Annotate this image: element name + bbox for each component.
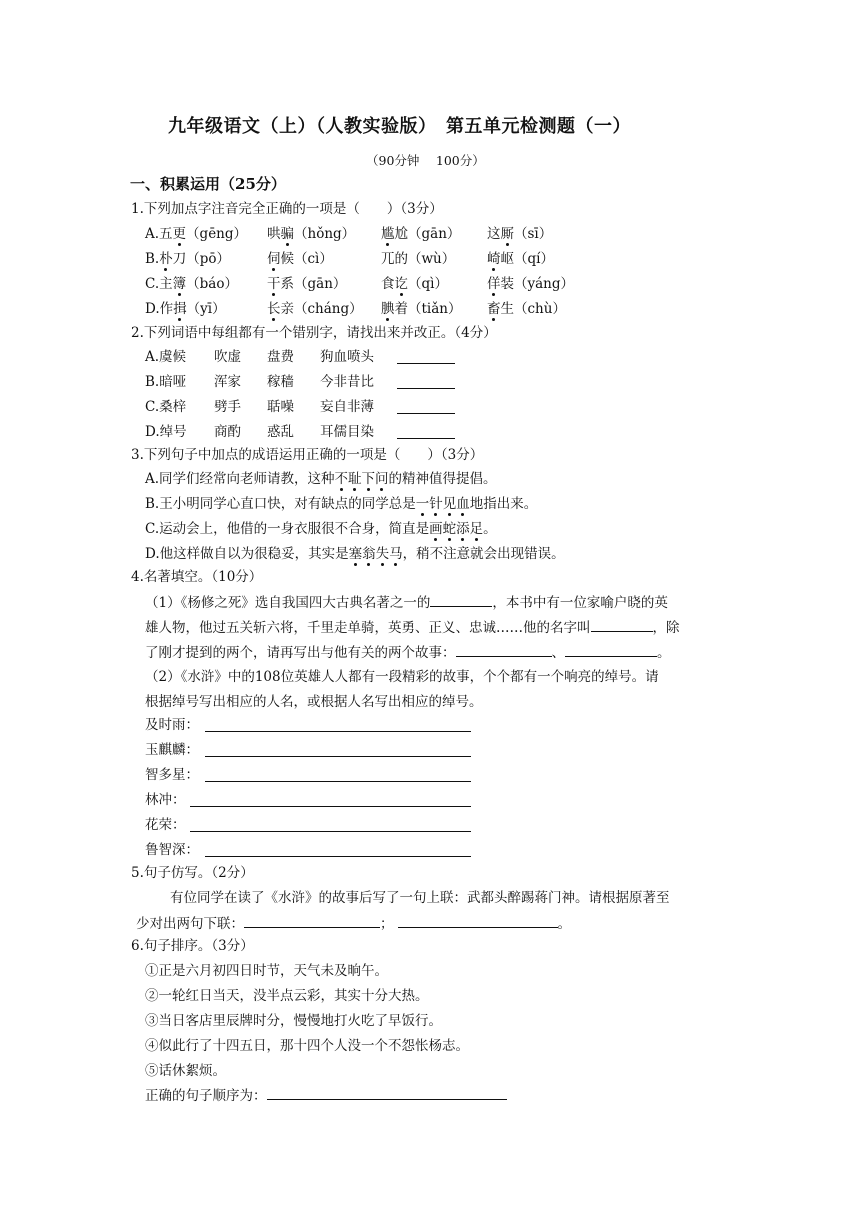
sentence-item: ③当日客店里辰牌时分，慢慢地打火吃了早饭行。 — [145, 1013, 442, 1029]
option-text: 岖（qí） — [500, 251, 554, 267]
pinyin-option — [145, 299, 226, 319]
name-label: 鲁智深： — [145, 842, 199, 858]
word-item: 吹虚 — [214, 349, 241, 365]
word-item: 商酌 — [214, 424, 241, 440]
page-title: 九年级语文（上）（人教实验版） 第五单元检测题（一） — [168, 116, 631, 137]
question-4-part1-line3 — [145, 642, 671, 663]
q5-text: 。 — [557, 916, 571, 932]
pinyin-option — [145, 224, 247, 244]
pinyin-option — [267, 274, 346, 294]
question-5-line1: 有位同学在读了《水浒》的故事后写了一句上联：武都头醉踢蒋门神。请根据原著至 — [170, 890, 670, 906]
question-3-stem: 3.下列句子中加点的成语运用正确的一项是（ ）（3分） — [131, 447, 484, 463]
word-item: 浑家 — [214, 374, 241, 390]
dotted-character: 腆 — [381, 301, 395, 317]
pinyin-option — [145, 274, 238, 294]
question-1-stem: 1.下列加点字注音完全正确的一项是（ ）（3分） — [131, 201, 443, 217]
word-item: 狗血喷头 — [320, 349, 374, 365]
answer-blank[interactable] — [565, 642, 657, 657]
sentence-item: ②一轮红日当天，没半点云彩，其实十分大热。 — [145, 988, 429, 1004]
answer-blank[interactable] — [397, 349, 455, 364]
dotted-character: 骗 — [280, 226, 294, 242]
option-text: 食 — [381, 276, 395, 292]
option-text: C.主 — [145, 276, 173, 292]
q4-text: 雄人物，他过五关斩六将，千里走单骑，英勇、正义、忠诚……他的名字叫 — [145, 620, 591, 636]
section-heading: 一、积累运用（25分） — [130, 175, 286, 193]
option-text: C.运动会上，他借的一身衣服很不合身，简直是 — [145, 521, 430, 537]
dotted-character: 讫 — [394, 276, 408, 292]
q4-text: ，本书中有一位家喻户晓的英 — [492, 595, 668, 611]
option-text: B. — [145, 251, 160, 267]
option-text: 刀（pō） — [172, 251, 230, 267]
option-text: （yī） — [186, 301, 226, 317]
option-text: 。 — [483, 521, 497, 537]
dotted-character: 厮 — [500, 226, 514, 242]
dotted-character: 更 — [172, 226, 187, 242]
answer-blank[interactable] — [430, 592, 492, 607]
dotted-character: 朴 — [159, 251, 173, 267]
word-item: D.绰号 — [145, 424, 187, 440]
answer-blank[interactable] — [398, 913, 558, 928]
question-4-part2-line2: 根据绰号写出相应的人名，或根据人名写出相应的绰号。 — [145, 694, 483, 710]
answer-blank[interactable] — [205, 717, 471, 732]
word-item: 惑乱 — [267, 424, 294, 440]
answer-blank[interactable] — [397, 424, 455, 439]
pinyin-option — [267, 249, 333, 269]
option-text: 亲（cháng） — [280, 301, 363, 317]
question-4-stem: 4.名著填空。（10分） — [131, 569, 263, 585]
answer-blank[interactable] — [591, 617, 653, 632]
option-text: D.作 — [145, 301, 174, 317]
word-item: 聒噪 — [267, 399, 294, 415]
dotted-character: 干 — [267, 276, 281, 292]
name-label: 玉麒麟： — [145, 742, 199, 758]
question-5-line2 — [136, 913, 571, 934]
idiom-option — [145, 544, 565, 564]
dotted-character: 佯 — [487, 276, 501, 292]
answer-blank[interactable] — [190, 817, 471, 832]
option-text: （hǒng） — [294, 226, 356, 242]
dotted-character: 揖 — [173, 301, 187, 317]
option-text: （báo） — [186, 276, 238, 292]
word-item: B.暗哑 — [145, 374, 187, 390]
answer-label: 正确的句子顺序为： — [145, 1088, 267, 1104]
question-4-part2-line1: （2）《水浒》中的108位英雄人人都有一段精彩的故事，个个都有一个响亮的绰号。请 — [145, 669, 659, 685]
question-6-stem: 6.句子排序。（3分） — [131, 938, 254, 954]
name-label: 及时雨： — [145, 717, 199, 733]
pinyin-option — [487, 299, 566, 319]
pinyin-option — [267, 224, 355, 244]
question-4-part1-line2 — [145, 617, 680, 638]
option-text: 着（tiǎn） — [394, 301, 462, 317]
word-item: 妄自非薄 — [320, 399, 374, 415]
name-label: 林冲： — [145, 792, 186, 808]
answer-blank[interactable] — [205, 767, 471, 782]
dotted-character: 簿 — [172, 276, 187, 292]
option-text: 这 — [487, 226, 501, 242]
answer-blank[interactable] — [190, 792, 471, 807]
option-text: 的精神值得提倡。 — [388, 471, 497, 487]
pinyin-option — [487, 249, 554, 269]
option-text: 哄 — [267, 226, 281, 242]
option-text: （qì） — [408, 276, 448, 292]
q4-text: 了刚才提到的两个，请再写出与他有关的两个故事： — [145, 645, 456, 661]
dotted-character: 尴 — [381, 226, 395, 242]
answer-blank[interactable] — [205, 742, 471, 757]
question-4-part1-line1 — [145, 592, 668, 613]
option-text: 系（gān） — [280, 276, 347, 292]
option-text: B.王小明同学心直口快，对有缺点的同学总是 — [145, 496, 416, 512]
option-text: 尬（gān） — [394, 226, 461, 242]
option-text: （gēng） — [186, 226, 248, 242]
option-text: 兀的（wù） — [381, 251, 456, 267]
pinyin-option — [381, 249, 455, 269]
q4-text: 、 — [551, 645, 565, 661]
dotted-character: 伺 — [267, 251, 281, 267]
option-text: ，稍不注意就会出现错误。 — [402, 546, 565, 562]
answer-blank[interactable] — [397, 399, 455, 414]
question-6-answer-line — [145, 1085, 507, 1106]
pinyin-option — [267, 299, 363, 319]
option-text: 装（yáng） — [500, 276, 575, 292]
answer-blank[interactable] — [456, 642, 552, 657]
option-text: 生（chù） — [500, 301, 566, 317]
q4-text: （1）《杨修之死》选自我国四大古典名著之一的 — [145, 595, 431, 611]
answer-blank[interactable] — [397, 374, 455, 389]
page-subtitle: （90分钟 100分） — [366, 153, 485, 168]
word-item: 今非昔比 — [320, 374, 374, 390]
name-label: 花荣： — [145, 817, 186, 833]
question-2-stem: 2.下列词语中每组都有一个错别字，请找出来并改正。（4分） — [131, 325, 497, 341]
q5-text: 少对出两句下联： — [136, 916, 244, 932]
word-item: C.桑梓 — [145, 399, 187, 415]
pinyin-option — [381, 299, 462, 319]
option-text: D.他这样做自以为很稳妥，其实是 — [145, 546, 349, 562]
question-5-stem: 5.句子仿写。（2分） — [131, 865, 254, 881]
q4-text: ，除 — [652, 620, 680, 636]
answer-blank[interactable] — [244, 913, 380, 928]
pinyin-option — [487, 274, 574, 294]
idiom-option — [145, 494, 537, 514]
pinyin-option — [381, 224, 460, 244]
pinyin-option — [487, 224, 552, 244]
word-item: 盘费 — [267, 349, 294, 365]
option-text: A.同学们经常向老师请教，这种 — [145, 471, 335, 487]
option-text: （sī） — [514, 226, 553, 242]
pinyin-option — [145, 249, 230, 269]
idiom-option — [145, 519, 497, 539]
word-item: 劈手 — [214, 399, 241, 415]
option-text: A.五 — [145, 226, 173, 242]
pinyin-option — [381, 274, 448, 294]
dotted-idiom: 塞翁失马 — [348, 546, 403, 562]
q5-text: ； — [380, 916, 394, 932]
q4-text: 。 — [657, 645, 671, 661]
sentence-item: ⑤话休絮烦。 — [145, 1063, 226, 1079]
option-text: 地指出来。 — [469, 496, 538, 512]
answer-blank[interactable] — [205, 842, 471, 857]
sentence-item: ④似此行了十四五日，那十四个人没一个不怨怅杨志。 — [145, 1038, 469, 1054]
word-item: A.虞候 — [145, 349, 187, 365]
idiom-option — [145, 469, 497, 489]
sentence-item: ①正是六月初四日时节，天气未及晌午。 — [145, 963, 388, 979]
dotted-character: 长 — [267, 301, 281, 317]
option-text: 候（cì） — [280, 251, 333, 267]
name-label: 智多星： — [145, 767, 199, 783]
dotted-idiom: 不耻下问 — [334, 471, 389, 487]
dotted-character: 崎 — [487, 251, 501, 267]
word-item: 稼穑 — [267, 374, 294, 390]
dotted-idiom: 画蛇添足 — [429, 521, 484, 537]
dotted-character: 畜 — [487, 301, 501, 317]
word-item: 耳儒目染 — [320, 424, 374, 440]
answer-blank[interactable] — [267, 1085, 507, 1100]
dotted-idiom: 一针见血 — [415, 496, 470, 512]
